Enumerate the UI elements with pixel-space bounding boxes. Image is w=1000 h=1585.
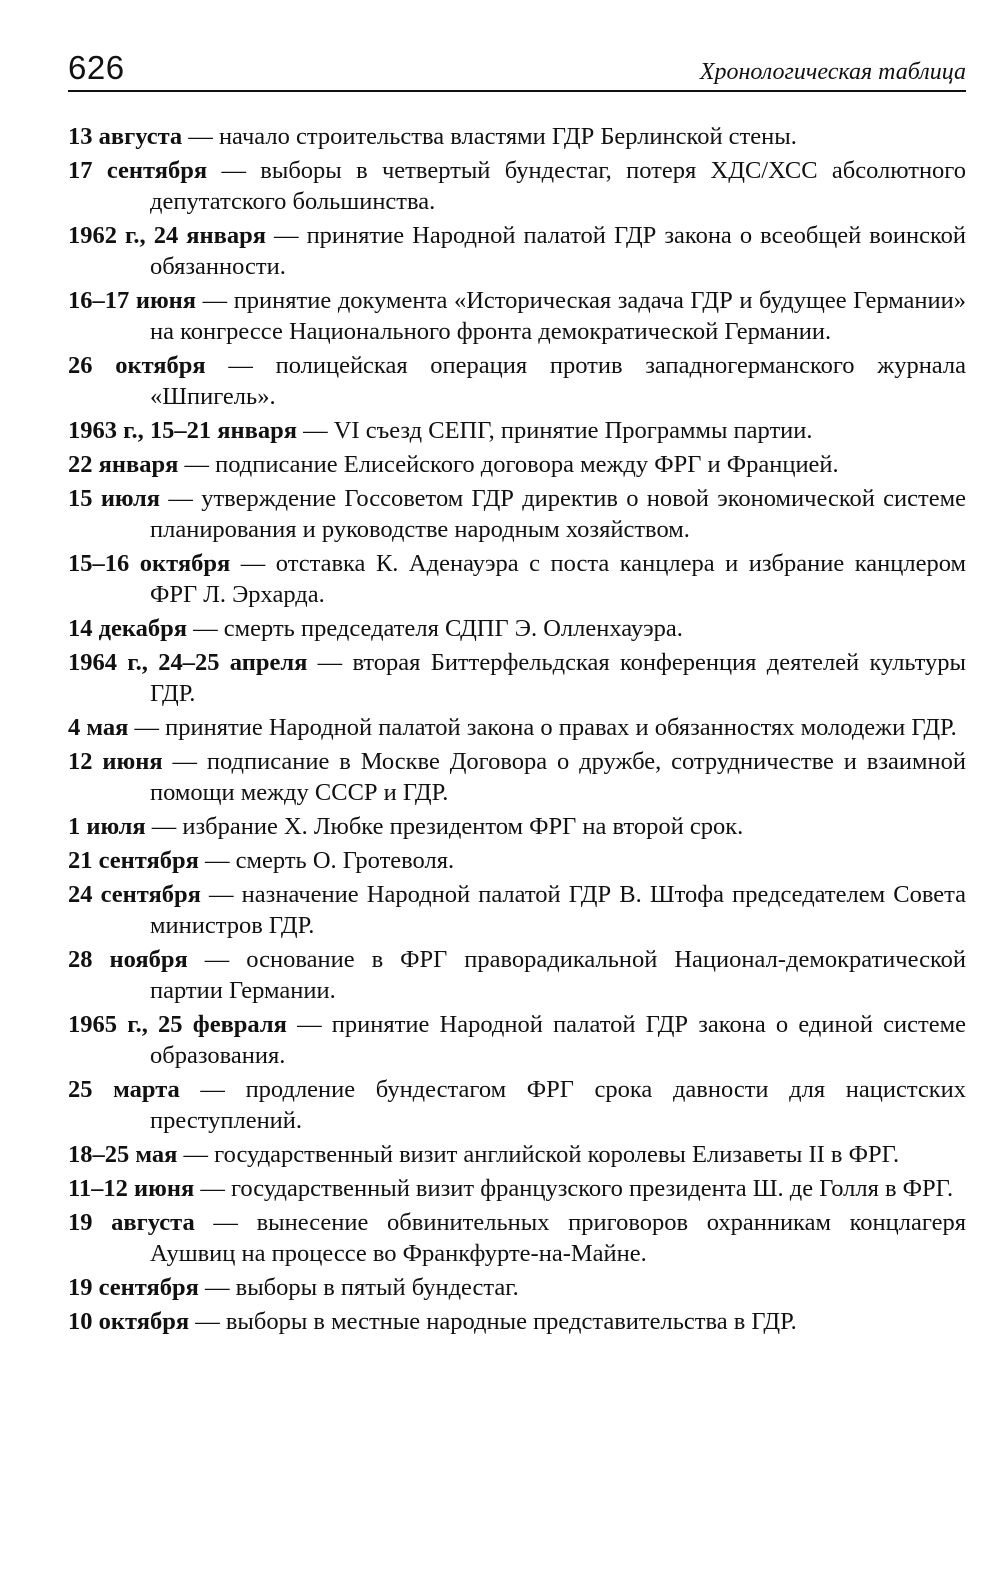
entry-date: 19 августа [68,1209,195,1236]
entry-date: 18–25 мая [68,1141,178,1168]
chronology-list [68,121,966,1337]
chronology-entry [68,121,966,152]
chronology-entry [68,746,966,808]
entry-date: 16–17 июня [68,287,197,314]
entry-date: 22 января [68,451,179,478]
entry-text: — избрание Х. Любке президентом ФРГ на второй срок. [145,813,744,840]
chronology-entry [68,1173,966,1204]
entry-date: 26 октября [68,352,206,379]
entry-date: 1964 г., 24–25 апреля [68,649,308,676]
chronology-entry [68,1207,966,1269]
entry-date: 10 октября [68,1308,190,1335]
entry-date: 15–16 октября [68,550,231,577]
chronology-entry [68,548,966,610]
chronology-entry [68,845,966,876]
entry-date: 1963 г., 15–21 января [68,417,297,444]
entry-date: 14 декабря [68,615,188,642]
entry-text: — продление бундестагом ФРГ срока давности для нацистских преступлений. [150,1076,966,1134]
chronology-entry [68,285,966,347]
page-number: 626 [68,49,125,86]
chronology-entry [68,647,966,709]
chronology-entry [68,613,966,644]
entry-text: — принятие Народной палатой ГДР закона о единой системе образования. [150,1011,966,1069]
entry-text: — утверждение Госсоветом ГДР директив о новой экономической системе планирования и руководстве народным хозяйством. [150,485,966,543]
chronology-entry [68,811,966,842]
entry-text: — принятие Народной палатой ГДР закона о всеобщей воинской обязанности. [150,222,966,280]
chronology-entry [68,879,966,941]
entry-text: — принятие Народной палатой закона о правах и обязанностях молодежи ГДР. [128,714,957,741]
entry-text: — вторая Биттерфельдская конференция деятелей культуры ГДР. [150,649,967,707]
entry-date: 11–12 июня [68,1175,195,1202]
entry-date: 28 ноября [68,946,188,973]
chronology-entry [68,483,966,545]
entry-date: 1965 г., 25 февраля [68,1011,287,1038]
entry-date: 12 июня [68,748,163,775]
entry-text: — принятие документа «Историческая задача ГДР и будущее Германии» на конгрессе Национального фронта демократической Германии. [150,287,966,345]
entry-text: — подписание в Москве Договора о дружбе, сотрудничестве и взаимной помощи между СССР и ГДР. [150,748,967,806]
chronology-entry [68,449,966,480]
entry-date: 25 марта [68,1076,180,1103]
running-title: Хронологическая таблица [699,59,966,85]
entry-text: — начало строительства властями ГДР Берлинской стены. [182,123,797,150]
entry-text: — выборы в пятый бундестаг. [198,1274,519,1301]
entry-text: — государственный визит английской королевы Елизаветы II в ФРГ. [177,1141,900,1168]
chronology-entry [68,415,966,446]
entry-date: 24 сентября [68,881,201,908]
page-header [68,42,966,92]
chronology-entry [68,1306,966,1337]
chronology-entry [68,1139,966,1170]
chronology-entry [68,944,966,1006]
entry-date: 15 июля [68,485,161,512]
chronology-entry [68,350,966,412]
entry-text: — подписание Елисейского договора между ФРГ и Францией. [178,451,839,478]
entry-text: — вынесение обвинительных приговоров охранникам концлагеря Аушвиц на процессе во Франкфурте-на-Майне. [150,1209,967,1267]
entry-date: 21 сентября [68,847,199,874]
entry-text: — VI съезд СЕПГ, принятие Программы партии. [296,417,813,444]
entry-text: — смерть О. Гротеволя. [198,847,455,874]
entry-date: 1962 г., 24 января [68,222,266,249]
chronology-entry [68,155,966,217]
entry-text: — государственный визит французского президента Ш. де Голля в ФРГ. [194,1175,954,1202]
entry-text: — выборы в местные народные представительства в ГДР. [189,1308,797,1335]
entry-text: — смерть председателя СДПГ Э. Олленхауэра. [187,615,683,642]
entry-text: — полицейская операция против западногерманского журнала «Шпигель». [150,352,966,410]
entry-date: 17 сентября [68,157,208,184]
chronology-entry [68,1009,966,1071]
chronology-entry [68,220,966,282]
chronology-entry [68,1272,966,1303]
chronology-entry [68,1074,966,1136]
entry-text: — выборы в четвертый бундестаг, потеря ХДС/ХСС абсолютного депутатского большинства. [150,157,966,215]
entry-date: 1 июля [68,813,146,840]
entry-text: — назначение Народной палатой ГДР В. Штофа председателем Совета министров ГДР. [150,881,966,939]
entry-date: 4 мая [68,714,129,741]
chronology-entry [68,712,966,743]
entry-date: 13 августа [68,123,183,150]
entry-text: — основание в ФРГ праворадикальной Национал-демократической партии Германии. [150,946,966,1004]
entry-date: 19 сентября [68,1274,199,1301]
entry-text: — отставка К. Аденауэра с поста канцлера и избрание канцлером ФРГ Л. Эрхарда. [150,550,966,608]
